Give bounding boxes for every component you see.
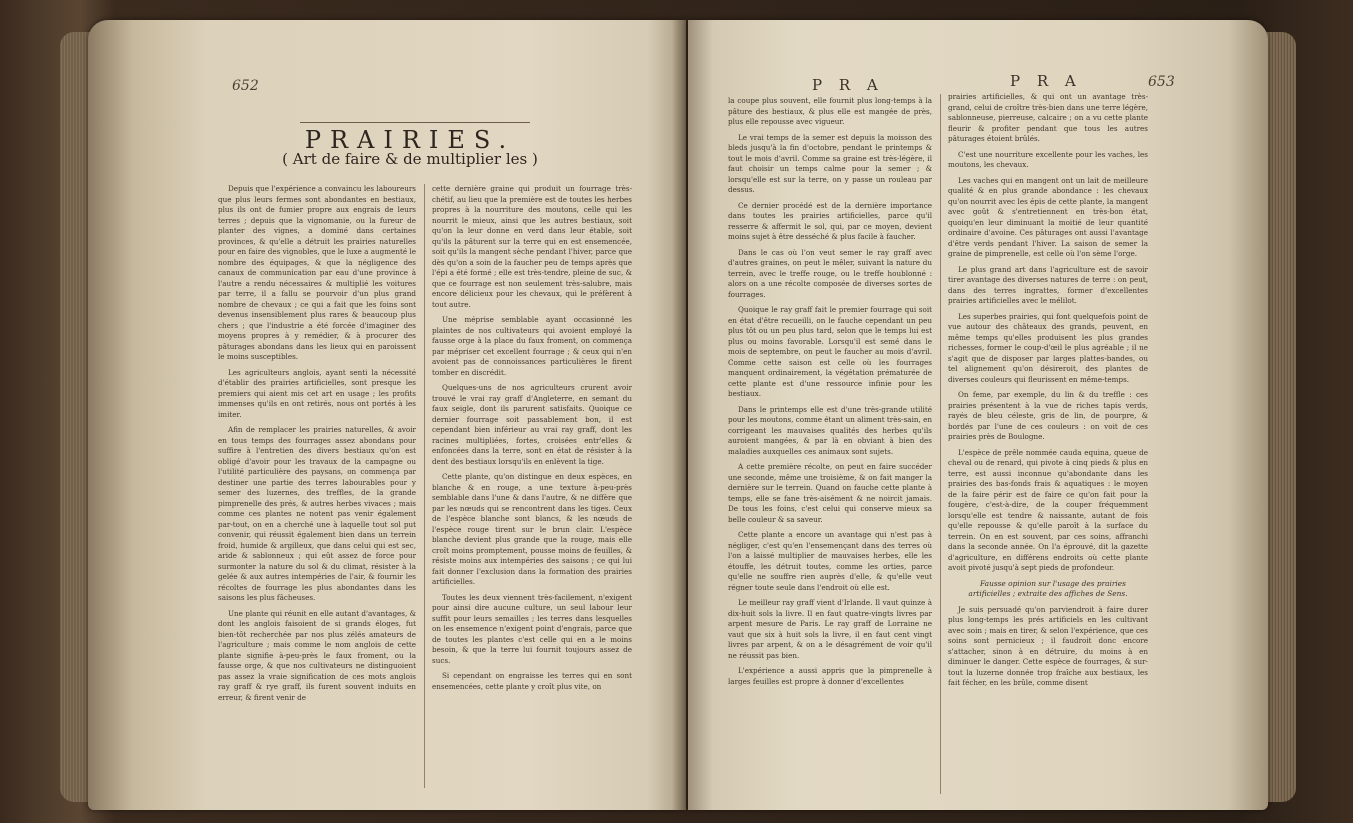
paragraph: Le meilleur ray graff vient d'Irlande. Il vaut quinze à dix-huit sols la livre. Il en faut quatre-vingts livres par arpent mesure de Paris. Le ray graff de Lorraine ne vaut que six à huit sols la livre, il en faut cent vingt livres par arpent, & on a le désagrément de voir qu'il ne réussit pas bien. — [728, 598, 932, 660]
paragraph: Dans le cas où l'on veut semer le ray graff avec d'autres graines, on peut le mêler, suivant la nature du terrein, avec le treffe rouge, ou le treffe houblonné : alors on a une récolte composée de diverses sortes de fourrages. — [728, 247, 932, 299]
paragraph: cette dernière graine qui produit un fourrage très-chétif, au lieu que la première est de toutes les herbes propres à la nourriture des moutons, celle qui les nourrit le mieux, ainsi que les autres bestiaux, soit qu'on la leur donne en verd dans leur étable, soit qu'ils la pâturent sur la terre qui en est ensemencée, soit qu'ils la mangent sèche pendant l'hiver, parce que dès qu'on a soin de la faucher peu de temps après que l'épi a été formé ; elle est très-tendre, pleine de suc, & que ce fourrage est non seulement très-salubre, mais encore délicieux pour les chevaux, qui le préfèrent à tout autre. — [432, 184, 632, 309]
paragraph: Quoique le ray graff fait le premier fourrage qui soit en état d'être recueilli, on le fauche cependant un peu plus tôt ou un peu plus tard, selon que le temps lui est plus ou moins favorable. Lorsqu'il est semé dans le mois de septembre, on peut le faucher au mois d'avril. Comme cette saison est celle où les fourrages manquent ordinairement, la végétation prématurée de cette plante est d'une ressource infinie pour les bestiaux. — [728, 305, 932, 398]
paragraph: Les vaches qui en mangent ont un lait de meilleure qualité & en plus grande abondance : les chevaux qu'on nourrit avec les épis de cette plante, la mangent avec goût & s'entretiennent en très-bon état, quoiqu'en leur diminuant la moitié de leur quantité ordinaire d'avoine. Ces pâturages ont aussi l'avantage d'être verds pendant l'hiver. La saison de semer la graine de pimprenelle, est celle où l'on sème l'orge. — [948, 175, 1148, 258]
left-page-number: 652 — [232, 78, 259, 94]
article-title: PRAIRIES. — [304, 126, 516, 154]
left-page-edges — [60, 32, 90, 802]
article-subtitle: ( Art de faire & de multiplier les ) — [282, 150, 538, 168]
running-head-right: P R A — [1010, 72, 1082, 90]
paragraph: Dans le printemps elle est d'une très-grande utilité pour les moutons, comme étant un aliment très-sain, en corrigeant les mauvaises qualités des herbes qu'ils auroient mangées, & par là en obviant à bien des maladies auxquelles ces animaux sont sujets. — [728, 404, 932, 456]
running-head-left: P R A — [812, 76, 884, 94]
column-divider — [424, 184, 425, 788]
paragraph: Toutes les deux viennent très-facilement, n'exigent pour ainsi dire aucune culture, un seul labour leur suffit pour leurs semailles ; les terres dans lesquelles on les ensemence n'exigent point d'engrais, parce que de toutes les plantes c'est celle qui en a le moins besoin, & que la terre lui fournit toujours assez de sucs. — [432, 592, 632, 665]
paragraph: Le vrai temps de la semer est depuis la moisson des bleds jusqu'à la fin d'octobre, pendant le printemps & tout le mois d'avril. Comme sa graine est très-légère, il faut choisir un temps calme pour la semer ; & lorsqu'elle est sur la terre, on y passe un rouleau par dessus. — [728, 132, 932, 194]
paragraph: Cette plante, qu'on distingue en deux espèces, en blanche & en rouge, a une texture à-peu-près semblable dans l'une & dans l'autre, & ne diffère que par les nœuds qui se rencontrent dans les tiges. Ceux de l'espèce blanche sont blancs, & les nœuds de l'espèce rouge tirent sur le brun clair. L'espèce blanche devient plus grande que la rouge, mais elle croît moins promptement, pousse moins de feuilles, & résiste moins aux intempéries des saisons ; ce qui lui fait donner l'exclusion dans la formation des prairies artificielles. — [432, 472, 632, 586]
section-heading: Fausse opinion sur l'usage des prairies artificielles ; extraite des affiches de Sens. — [968, 578, 1128, 598]
left-page-column-1 — [218, 184, 416, 792]
paragraph: L'expérience a aussi appris que la pimprenelle à larges feuilles est propre à donner d'excellentes — [728, 666, 932, 686]
right-page-column-1 — [728, 96, 932, 796]
paragraph: la coupe plus souvent, elle fournit plus long-temps à la pâture des bestiaux, & plus elle est mangée de près, plus elle repousse avec vigueur. — [728, 96, 932, 126]
paragraph: C'est une nourriture excellente pour les vaches, les moutons, les chevaux. — [948, 149, 1148, 169]
paragraph: Depuis que l'expérience a convaincu les laboureurs que plus leurs fermes sont abondantes en bestiaux, plus ils ont de fumier propre aux engrais de leurs terres ; depuis que la vignomanie, ou la fureur de planter des vignes, a dominé dans certaines provinces, & qu'elle a détruit les prairies naturelles pour en faire des vignobles, que le luxe a augmenté le nombre des équipages, & que la négligence des canaux de communication par eau d'une province à l'autre a rendu nécessaires & multiplié les voitures par terre, il a fallu se pourvoir d'un plus grand nombre de chevaux ; ce qui a fait que les foins sont devenus insensiblement plus rares & beaucoup plus chers ; que l'industrie a été forcée d'imaginer des moyens propres à y remédier, & à procurer des pâturages abondans dans les lieux qui en paroissent le moins susceptibles. — [218, 184, 416, 361]
right-page-number: 653 — [1148, 74, 1175, 90]
paragraph: A cette première récolte, on peut en faire succéder une seconde, même une troisième, & on fait manger la dernière sur le terrein. Quand on fauche cette plante à temps, elle se fane très-aisément & ne noircit jamais. De tous les foins, c'est celui qui conserve mieux sa belle couleur & sa saveur. — [728, 462, 932, 524]
paragraph: L'espèce de prêle nommée cauda equina, queue de cheval ou de renard, qui pivote à cinq pieds & plus en terre, est aussi inconnue qu'abondante dans les prairies des bas-fonds frais & aquatiques : le moyen de la faire périr est de faire ce qu'on fait pour la fougère, c'est-à-dire, de la couper fréquemment lorsqu'elle est tendre & naissante, autant de fois qu'elle repousse & qu'elle paroît à la surface du terrein. On en est souvent, par ces soins, affranchi dans la seconde année. On l'a éprouvé, dit la gazette d'agriculture, en différens endroits où cette plante avoit pivoté jusqu'à sept pieds de profondeur. — [948, 447, 1148, 572]
paragraph: Afin de remplacer les prairies naturelles, & avoir en tous temps des fourrages assez abondans pour suffire à l'entretien des divers bestiaux qu'on est obligé d'avoir pour les travaux de la campagne ou l'utilité particulière des paysans, on commença par destiner une partie des terres labourables pour y semer des luzernes, des treffles, de la grande pimprenelle des prés, & autres herbes vivaces ; mais comme ces plantes ne notent pas venir également par-tout, on en a cherché une à laquelle tout sol put convenir, qui réussit également bien dans un terrein froid, humide & argilleux, que dans celui qui est sec, aride & sablonneux ; qui eût assez de force pour surmonter la nature du sol & du climat, résister à la gelée & aux autres intempéries de l'air, & fournir les récoltes de fourrage les plus abondantes dans les saisons les plus fâcheuses. — [218, 425, 416, 602]
paragraph: prairies artificielles, & qui ont un avantage très-grand, celui de croître très-bien dans une terre légère, sablonneuse, pierreuse, calcaire ; on a vu cette plante fleurir & profiter pendant que tous les autres pâturages étoient brûlés. — [948, 92, 1148, 143]
paragraph: Quelques-uns de nos agriculteurs crurent avoir trouvé le vrai ray graff d'Angleterre, en semant du faux seigle, dont ils parurent satisfaits. Quoique ce dernier fourrage soit passablement bon, il est cependant bien inférieur au vrai ray graff, dont les racines multipliées, fortes, croisées entr'elles & enfoncées dans la terre, sont en état de résister à la dent des bestiaux lorsqu'ils en enlèvent la tige. — [432, 383, 632, 466]
right-page-column-2 — [948, 92, 1148, 796]
paragraph: Le plus grand art dans l'agriculture est de savoir tirer avantage des diverses natures de terre : on peut, dans des terres ingrattes, former d'excellentes prairies artificielles avec le mélilot. — [948, 264, 1148, 305]
paragraph: On feme, par exemple, du lin & du treffle : ces prairies présentent à la vue de riches tapis verds, rayés de bleu céleste, gris de lin, de pourpre, & bordés par l'une de ces couleurs : on voit de ces prairies près de Boulogne. — [948, 390, 1148, 441]
paragraph: Les superbes prairies, qui font quelquefois point de vue autour des châteaux des grands, peuvent, en même temps qu'elles produisent les plus grandes richesses, former le coup-d'œil le plus agréable ; il ne s'agit que de disposer par larges plattes-bandes, ou tel alignement qu'on désireroit, des plantes de diverses couleurs qui fleurissent en même-temps. — [948, 311, 1148, 384]
left-page-column-2 — [432, 184, 632, 792]
paragraph: Cette plante a encore un avantage qui n'est pas à négliger, c'est qu'en l'ensemençant dans des terres où l'on a laissé multiplier de mauvaises herbes, elle les étouffe, les détruit toutes, comme les orties, parce qu'elle ne souffre rien auprès d'elle, & qu'elle veut régner toute seule dans l'endroit où elle est. — [728, 530, 932, 592]
column-divider — [940, 94, 941, 794]
paragraph: Je suis persuadé qu'on parviendroit à faire durer plus long-temps les prés artificiels en les cultivant avec soin ; mais en tirer, & selon l'expérience, que ces soins sont pernicieux ; il faudroit donc encore s'attacher, sinon à en détruire, du moins à en diminuer le danger. Cette espèce de fourrages, & sur-tout la luzerne donnée trop fraîche aux bestiaux, les fait fécher, en les brûle, comme disent — [948, 604, 1148, 687]
paragraph: Les agriculteurs anglois, ayant senti la nécessité d'établir des prairies artificielles, sont presque les premiers qui aient mis cet art en usage ; les profits immenses qu'ils en ont retirés, nous ont portés à les imiter. — [218, 367, 416, 419]
title-rule — [300, 122, 530, 123]
right-page-edges — [1266, 32, 1296, 802]
paragraph: Si cependant on engraisse les terres qui en sont ensemencées, cette plante y croît plus vite, on — [432, 671, 632, 691]
paragraph: Une plante qui réunit en elle autant d'avantages, & dont les anglois faisoient de si grands éloges, fut bien-tôt recherchée par nos plus zélés amateurs de l'agriculture ; mais comme le nom anglois de cette plante signifie à-peu-près le faux froment, ou la fausse orge, & que nos cultivateurs ne distinguoient pas assez la vraie signification de ces mots anglois ray graff & rye graff, ils furent souvent induits en erreur, & firent venir de — [218, 608, 416, 702]
paragraph: Une méprise semblable ayant occasionné les plaintes de nos cultivateurs qui avoient employé la fausse orge à la place du faux froment, on commença par mépriser cet excellent fourrage ; & ceux qui n'en avoient pas de connoissances particulières le firent tomber en discrédit. — [432, 315, 632, 377]
paragraph: Ce dernier procédé est de la dernière importance dans toutes les prairies artificielles, parce qu'il resserre & affermit le sol, qui, par ce moyen, devient moins sujet à être desséché & plus facile à faucher. — [728, 200, 932, 241]
